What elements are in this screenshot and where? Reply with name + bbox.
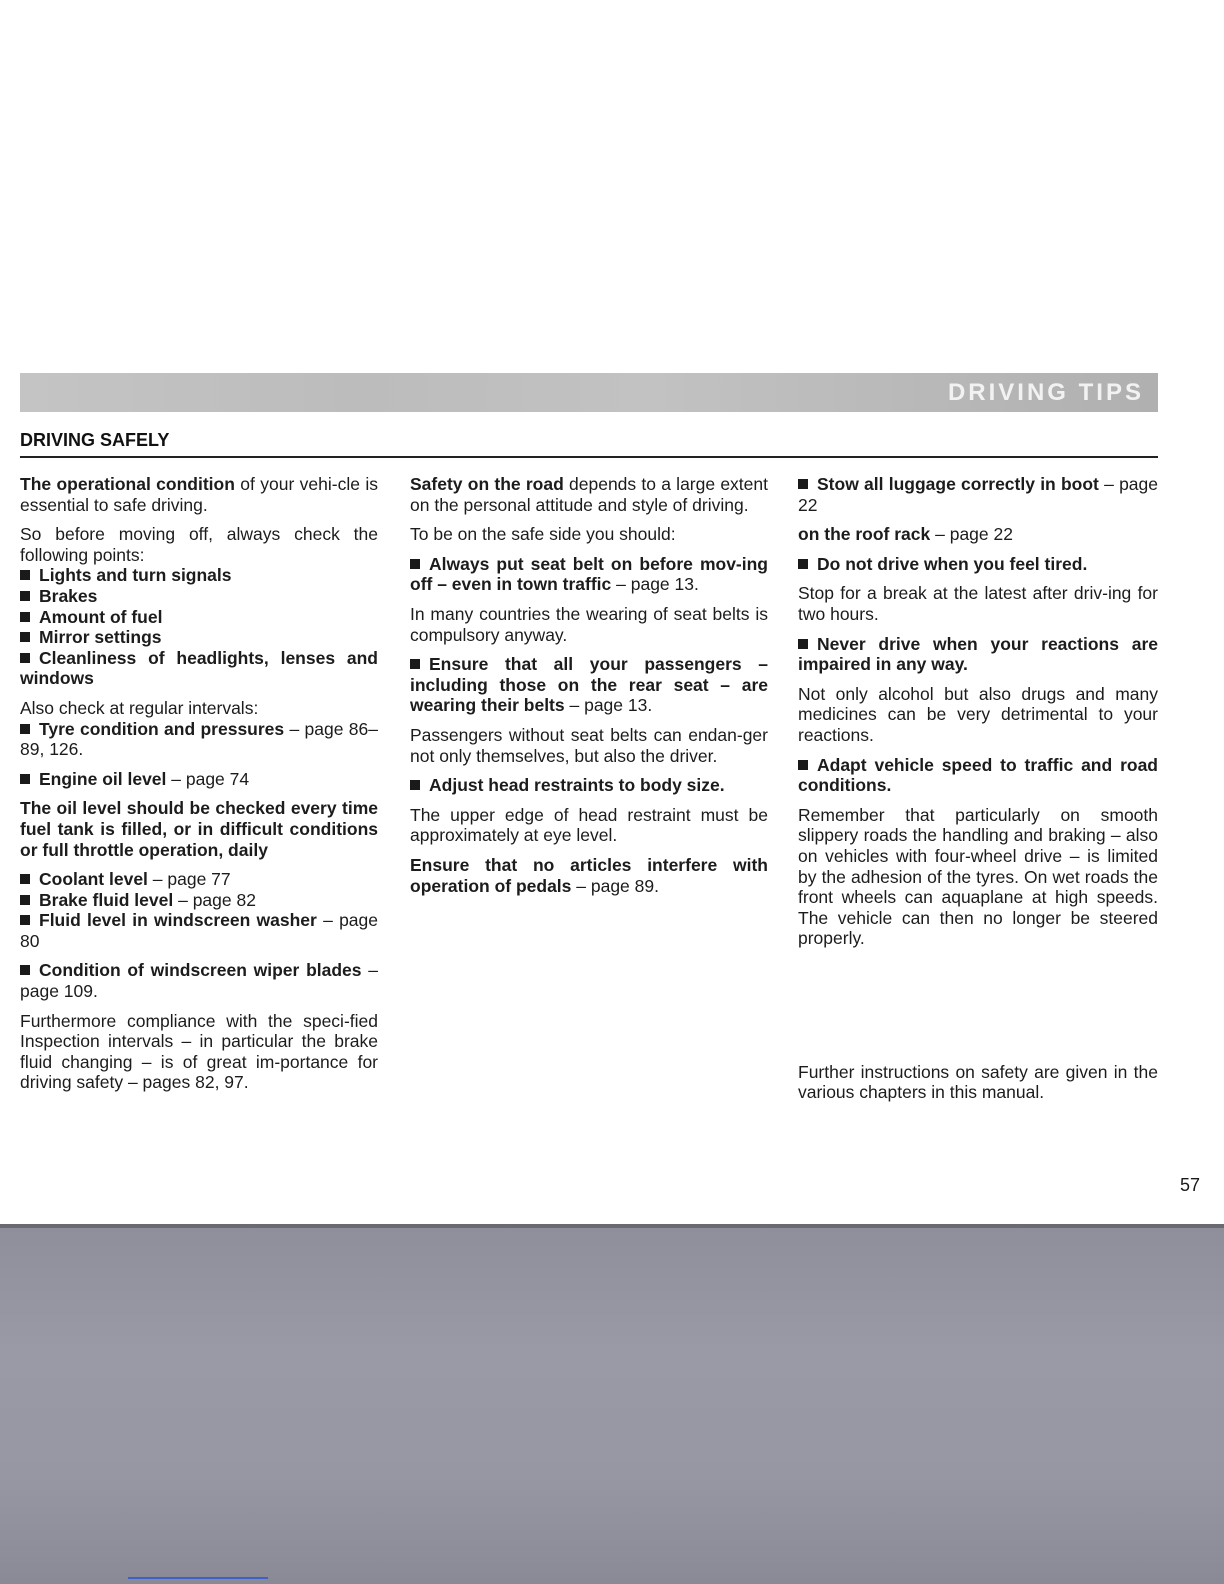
text: – page 80 bbox=[20, 910, 378, 951]
scanner-background bbox=[0, 1228, 1224, 1584]
bold-lead: on the roof rack bbox=[798, 524, 931, 545]
square-bullet-icon bbox=[20, 774, 30, 784]
paragraph: The oil level should be checked every time fuel tank is filled, or in difficult conditions or full throttle operation, daily bbox=[20, 798, 378, 860]
bottom-link-underline bbox=[128, 1577, 268, 1579]
list-item bbox=[20, 869, 378, 890]
bold-lead: Brake fluid level bbox=[39, 889, 174, 910]
text: – page 77 bbox=[147, 869, 231, 890]
bold-lead: Do not drive when you feel tired. bbox=[817, 553, 1088, 574]
list-item bbox=[798, 755, 1158, 796]
bold-lead: Stow all luggage correctly in boot bbox=[817, 474, 1099, 494]
list-item bbox=[20, 627, 378, 648]
square-bullet-icon bbox=[20, 915, 30, 925]
list-item-text: Cleanliness of headlights, lenses and windows bbox=[20, 647, 378, 689]
list-item-text: Lights and turn signals bbox=[39, 565, 232, 586]
text: – page 82 bbox=[173, 889, 256, 910]
paragraph: Remember that particularly on smooth slippery roads the handling and braking – also on vehicles with four-wheel drive – is limited by the adhesion of the tyres. On wet roads the front wheels can aquaplane at high speeds. The vehicle can then no longer be steered properly. bbox=[798, 804, 1158, 949]
list-item bbox=[798, 634, 1158, 675]
list-item bbox=[20, 890, 378, 911]
bold-lead: Fluid level in windscreen washer bbox=[39, 910, 317, 931]
text: – page 13. bbox=[611, 574, 699, 595]
square-bullet-icon bbox=[410, 559, 420, 569]
list-item bbox=[798, 474, 1158, 515]
bold-lead: Adjust head restraints to body size. bbox=[429, 775, 725, 796]
bold-lead: Never drive when your reactions are impaired in any way. bbox=[798, 633, 1158, 675]
list-item-text: Brakes bbox=[39, 585, 98, 606]
column-spacer bbox=[798, 958, 1158, 1062]
square-bullet-icon bbox=[20, 895, 30, 905]
list-item bbox=[20, 565, 378, 586]
paragraph: Not only alcohol but also drugs and many medicines can be very detrimental to your reactions. bbox=[798, 683, 1158, 745]
square-bullet-icon bbox=[20, 724, 30, 734]
square-bullet-icon bbox=[20, 965, 30, 975]
bold-lead: Condition of windscreen wiper blades bbox=[39, 960, 362, 981]
bold-lead: Engine oil level bbox=[39, 768, 167, 789]
square-bullet-icon bbox=[798, 760, 808, 770]
bold-lead: Ensure that no articles interfere with operation of pedals bbox=[410, 854, 768, 896]
paragraph bbox=[798, 524, 1158, 545]
list-item bbox=[410, 554, 768, 595]
square-bullet-icon bbox=[20, 591, 30, 601]
square-bullet-icon bbox=[798, 479, 808, 489]
bold-lead: Adapt vehicle speed to traffic and road conditions. bbox=[798, 754, 1158, 796]
text: depends to a large extent on the personal attitude and style of driving. bbox=[410, 474, 768, 515]
text: – page 22 bbox=[798, 474, 1158, 515]
paragraph: The upper edge of head restraint must be approximately at eye level. bbox=[410, 804, 768, 846]
section-header-band bbox=[20, 373, 1158, 412]
list-item bbox=[20, 648, 378, 689]
page-title: DRIVING SAFELY bbox=[20, 430, 170, 450]
bold-lead: Safety on the road bbox=[410, 474, 564, 494]
list-item bbox=[20, 769, 378, 790]
square-bullet-icon bbox=[20, 570, 30, 580]
paragraph: Further instructions on safety are given in the various chapters in this manual. bbox=[798, 1061, 1158, 1103]
column-1 bbox=[20, 474, 378, 1102]
square-bullet-icon bbox=[20, 632, 30, 642]
page-number: 57 bbox=[1180, 1175, 1201, 1195]
square-bullet-icon bbox=[410, 659, 420, 669]
list-item bbox=[20, 586, 378, 607]
text: – page 86–89, 126. bbox=[20, 718, 378, 760]
list-item bbox=[798, 554, 1158, 575]
paragraph: Furthermore compliance with the speci-fied Inspection intervals – in particular the brake fluid changing – is of great im-portance for driving safety – pages 82, 97. bbox=[20, 1010, 378, 1093]
bold-lead: Coolant level bbox=[39, 869, 148, 890]
section-label: DRIVING TIPS bbox=[947, 379, 1144, 406]
paragraph: Stop for a break at the latest after driv-ing for two hours. bbox=[798, 583, 1158, 624]
list-item-text: Mirror settings bbox=[39, 627, 162, 648]
text: of your vehi-cle is essential to safe driving. bbox=[20, 474, 378, 515]
bold-lead: Tyre condition and pressures bbox=[39, 718, 285, 739]
text: – page 22 bbox=[930, 524, 1013, 545]
text: – page 13. bbox=[564, 695, 653, 716]
paragraph: Also check at regular intervals: bbox=[20, 697, 259, 718]
list-item bbox=[20, 607, 378, 628]
square-bullet-icon bbox=[20, 653, 30, 663]
paragraph bbox=[20, 474, 378, 515]
heading-divider bbox=[20, 456, 1158, 458]
paragraph bbox=[410, 474, 768, 515]
paragraph: In many countries the wearing of seat belts is compulsory anyway. bbox=[410, 603, 768, 645]
list-item bbox=[410, 654, 768, 716]
paragraph: So before moving off, always check the following points: bbox=[20, 524, 378, 565]
column-3 bbox=[798, 474, 1158, 1112]
paragraph: To be on the safe side you should: bbox=[410, 524, 676, 545]
checklist bbox=[20, 565, 378, 689]
column-2 bbox=[410, 474, 768, 905]
text: – page 109. bbox=[20, 960, 378, 1002]
bold-lead: Ensure that all your passengers – including those on the rear seat – are wearing their belts bbox=[410, 654, 768, 716]
list-item bbox=[410, 775, 768, 796]
square-bullet-icon bbox=[410, 780, 420, 790]
bold-lead: Always put seat belt on before mov-ing off – even in town traffic bbox=[410, 553, 768, 595]
paragraph: Passengers without seat belts can endan-ger not only themselves, but also the driver. bbox=[410, 724, 768, 766]
list-item bbox=[20, 960, 378, 1001]
bold-lead: The operational condition bbox=[20, 474, 235, 494]
list-item bbox=[20, 910, 378, 951]
square-bullet-icon bbox=[798, 559, 808, 569]
list-item-text: Amount of fuel bbox=[39, 606, 163, 627]
square-bullet-icon bbox=[20, 612, 30, 622]
square-bullet-icon bbox=[798, 639, 808, 649]
list-item bbox=[20, 719, 378, 760]
paragraph bbox=[410, 855, 768, 896]
square-bullet-icon bbox=[20, 874, 30, 884]
text: – page 89. bbox=[571, 875, 659, 896]
text: – page 74 bbox=[166, 768, 250, 789]
